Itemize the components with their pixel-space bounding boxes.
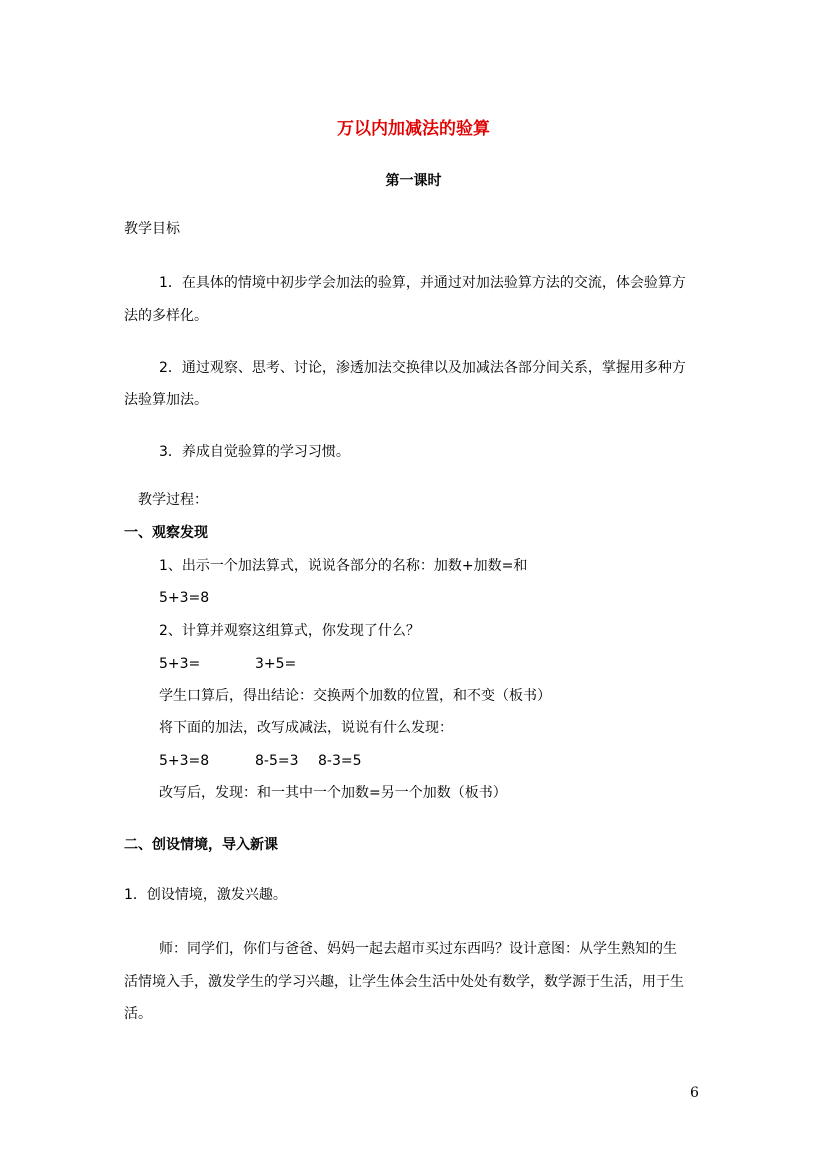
- section-2-paragraph-line-2: 活情境入手，激发学生的学习兴趣，让学生体会生活中处处有数学，数学源于生活，用于生: [124, 974, 684, 990]
- section-2-paragraph-line-3: 活。: [124, 1006, 152, 1022]
- objective-1-line-2: 法的多样化。: [124, 308, 208, 324]
- section-1-equation-1: 5+3=8: [159, 590, 210, 606]
- document-title: 万以内加减法的验算: [337, 119, 490, 139]
- lesson-subtitle: 第一课时: [385, 173, 442, 189]
- section-1-equation-3a: 5+3=8: [159, 753, 210, 769]
- section-1-heading: 一、观察发现: [124, 525, 208, 541]
- objectives-heading: 教学目标: [124, 221, 180, 237]
- page-number: 6: [690, 1085, 699, 1101]
- section-1-equation-3c: 8-3=5: [318, 753, 362, 769]
- objective-2-line-2: 法验算加法。: [124, 392, 208, 408]
- section-1-equation-2a: 5+3=: [159, 656, 201, 672]
- section-1-equation-2b: 3+5=: [255, 656, 297, 672]
- section-2-item-1: 1．创设情境，激发兴趣。: [124, 887, 287, 903]
- objective-3: 3．养成自觉验算的学习习惯。: [159, 444, 350, 460]
- section-1-rewrite-instruction: 将下面的加法，改写成减法，说说有什么发现：: [159, 720, 453, 736]
- section-2-heading: 二、创设情境，导入新课: [124, 837, 278, 853]
- section-2-paragraph-line-1: 师：同学们，你们与爸爸、妈妈一起去超市买过东西吗？设计意图：从学生熟知的生: [159, 941, 677, 957]
- section-1-conclusion: 学生口算后，得出结论：交换两个加数的位置，和不变（板书）: [159, 688, 551, 704]
- objective-2-line-1: 2．通过观察、思考、讨论，渗透加法交换律以及加减法各部分间关系，掌握用多种方: [159, 360, 686, 376]
- section-1-item-2: 2、计算并观察这组算式，你发现了什么？: [159, 623, 420, 639]
- section-1-discovery: 改写后，发现：和一其中一个加数=另一个加数（板书）: [159, 785, 507, 801]
- process-heading: 教学过程：: [138, 492, 208, 508]
- objective-1-line-1: 1．在具体的情境中初步学会加法的验算，并通过对加法验算方法的交流，体会验算方: [159, 275, 686, 291]
- section-1-equation-3b: 8-5=3: [255, 753, 299, 769]
- section-1-item-1: 1、出示一个加法算式，说说各部分的名称：加数+加数=和: [159, 558, 528, 574]
